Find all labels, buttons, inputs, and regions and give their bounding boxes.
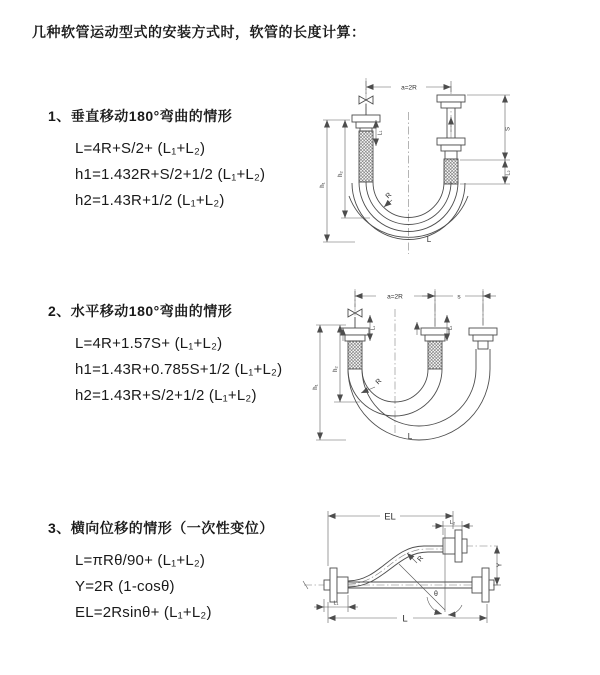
centerlines bbox=[355, 289, 483, 435]
u-bend-arcs bbox=[348, 349, 490, 440]
dim-label-r: R bbox=[374, 377, 384, 387]
formula-list bbox=[48, 548, 274, 626]
dim-label-theta: θ bbox=[434, 591, 438, 598]
braided-hose-left bbox=[348, 341, 362, 369]
diagram-vertical-180-bend bbox=[313, 70, 533, 260]
valve-icon bbox=[348, 309, 362, 328]
dim-a2r bbox=[355, 291, 483, 327]
dim-label-r: R bbox=[416, 554, 426, 564]
pipe-fittings bbox=[341, 325, 497, 349]
dim-label-s: S bbox=[505, 126, 512, 132]
dim-y bbox=[493, 546, 504, 585]
dim-label-l2: L₂ bbox=[505, 170, 512, 176]
dim-a2r bbox=[366, 81, 451, 94]
dim-s-l2 bbox=[460, 95, 512, 184]
formula-list bbox=[48, 136, 265, 214]
dim-label-y: Y bbox=[496, 562, 504, 568]
formula-line: h1=1.43R+0.785S+1/2 (L₁+L₂) bbox=[75, 361, 283, 378]
dim-label-l2: L₂ bbox=[449, 520, 456, 526]
radius-callout bbox=[407, 553, 425, 563]
angle-callout bbox=[427, 591, 462, 615]
dim-l2 bbox=[432, 520, 473, 535]
section-vertical-movement bbox=[48, 108, 265, 214]
dim-l1 bbox=[376, 120, 384, 146]
dim-s bbox=[422, 293, 496, 300]
section-heading: 2、水平移动180°弯曲的情形 bbox=[48, 303, 233, 319]
braided-hose-right bbox=[444, 159, 458, 184]
dim-label-l1: L₁ bbox=[370, 325, 377, 331]
dim-l1 bbox=[370, 315, 377, 341]
dim-label-l-total: L bbox=[407, 432, 413, 441]
formula-list bbox=[48, 331, 282, 409]
dim-label-l1: L₁ bbox=[333, 600, 339, 607]
construction-lines bbox=[399, 528, 445, 612]
dim-label-l2: L₂ bbox=[447, 325, 454, 331]
dim-l2 bbox=[447, 315, 454, 341]
dim-label-h2: h₂ bbox=[338, 171, 344, 177]
dim-label-l-total: L bbox=[426, 235, 432, 244]
section-lateral-displacement bbox=[48, 520, 274, 626]
dim-label-s: s bbox=[457, 293, 461, 301]
right-flange bbox=[472, 568, 494, 602]
dim-label-a2r: a=2R bbox=[401, 84, 417, 92]
section-heading: 1、垂直移动180°弯曲的情形 bbox=[48, 108, 233, 124]
top-flange bbox=[443, 530, 467, 562]
dim-el bbox=[328, 511, 456, 566]
formula-line: L=4R+1.57S+ (L₁+L₂) bbox=[75, 335, 223, 352]
formula-line: h1=1.432R+S/2+1/2 (L₁+L₂) bbox=[75, 166, 266, 183]
dim-label-h1: h₁ bbox=[313, 384, 319, 390]
dim-label-h2: h₂ bbox=[333, 366, 339, 372]
dim-label-r: R bbox=[384, 191, 394, 201]
dim-label-l1: L₁ bbox=[377, 130, 384, 136]
formula-line: h2=1.43R+S/2+1/2 (L₁+L₂) bbox=[75, 387, 257, 404]
formula-line: EL=2Rsinθ+ (L₁+L₂) bbox=[75, 604, 212, 621]
left-flange bbox=[324, 568, 348, 602]
section-heading: 3、横向位移的情形（一次性变位） bbox=[48, 520, 274, 536]
formula-line: Y=2R (1-cosθ) bbox=[75, 578, 175, 595]
dim-label-h1: h₁ bbox=[320, 182, 326, 188]
dim-label-el: EL bbox=[384, 511, 396, 523]
formula-line: L=πRθ/90+ (L₁+L₂) bbox=[75, 552, 206, 569]
page-title: 几种软管运动型式的安装方式时，软管的长度计算： bbox=[32, 24, 366, 40]
centerlines bbox=[366, 78, 451, 254]
diagram-lateral-displacement bbox=[300, 502, 510, 637]
dim-label-l-total: L bbox=[402, 613, 408, 625]
formula-line: h2=1.43R+1/2 (L₁+L₂) bbox=[75, 192, 225, 209]
diagram-horizontal-180-bend bbox=[310, 283, 535, 451]
dim-l bbox=[328, 602, 487, 625]
formula-line: L=4R+S/2+ (L₁+L₂) bbox=[75, 140, 206, 157]
s-curve-hose bbox=[348, 546, 443, 587]
dim-label-a2r: a=2R bbox=[387, 293, 403, 301]
braided-hose-middle bbox=[428, 341, 442, 369]
radius-callout bbox=[384, 192, 393, 207]
section-horizontal-movement bbox=[48, 303, 282, 409]
braided-hose-left bbox=[359, 131, 373, 182]
